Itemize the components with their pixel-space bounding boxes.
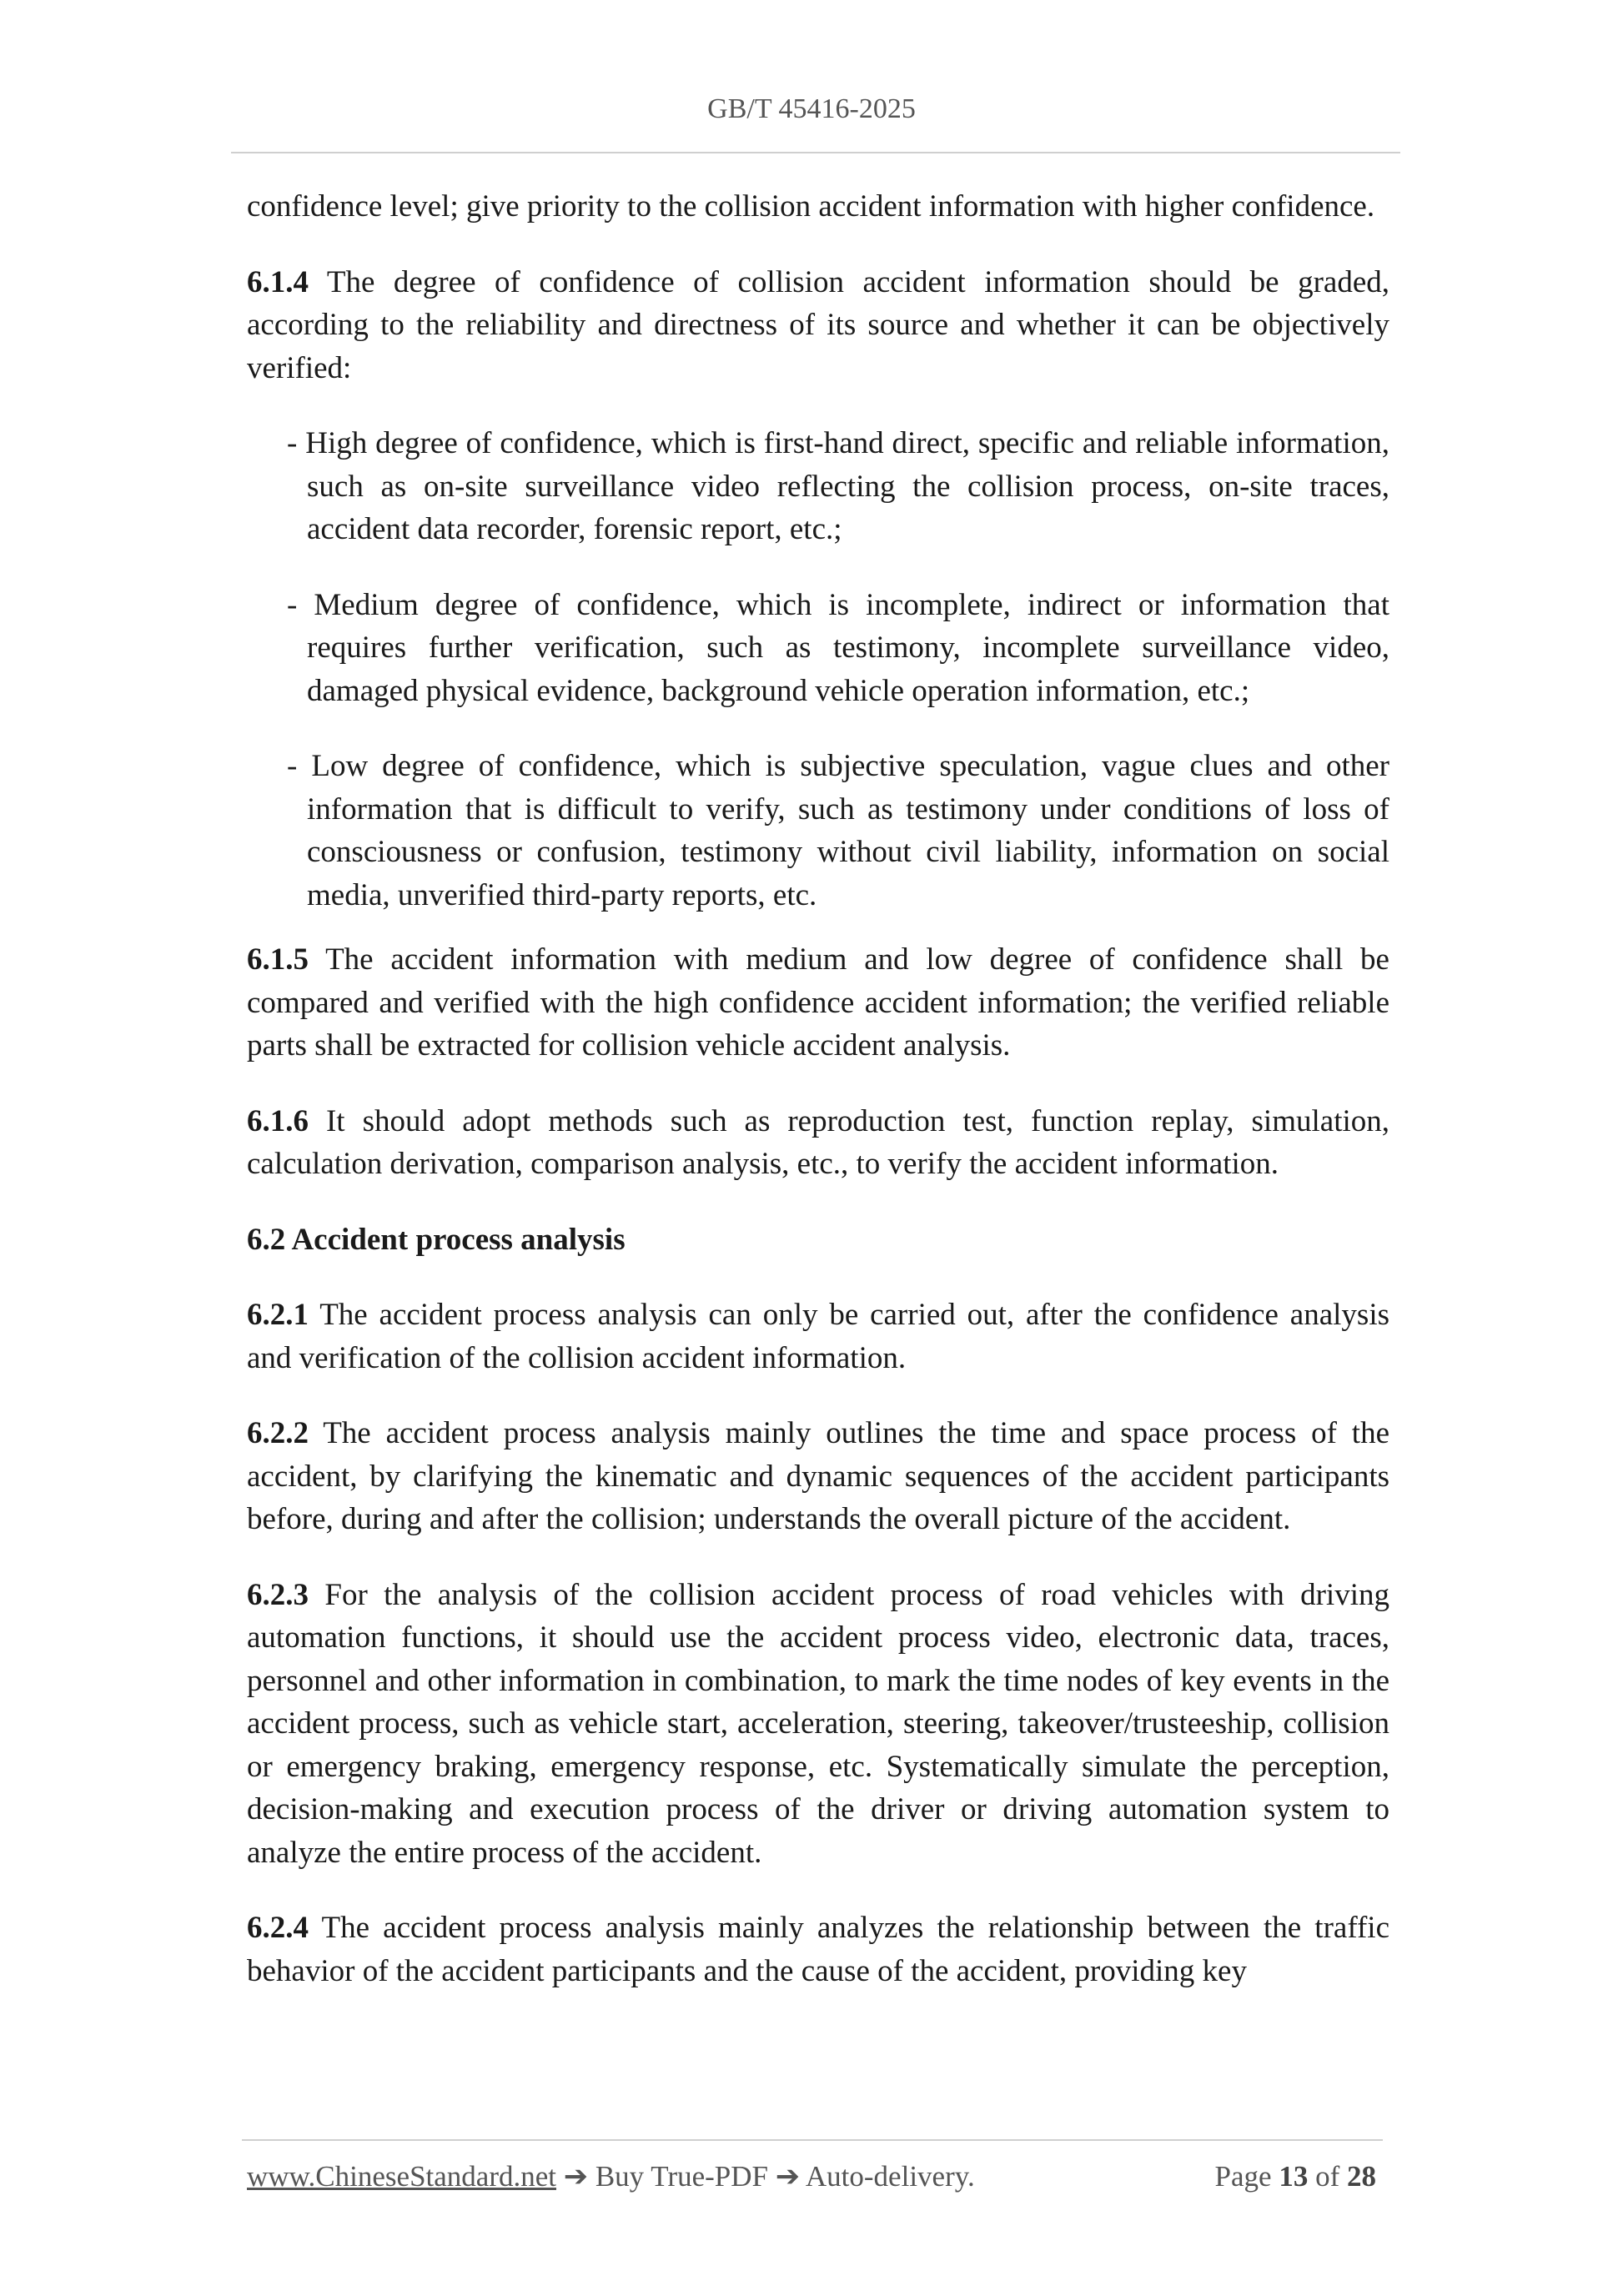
clause-text: It should adopt methods such as reproduction test, function replay, simulation, calculation derivation, comparison analysis, etc., to verify the accident information. [247, 1103, 1390, 1181]
document-body [247, 185, 1389, 2025]
delivery-text: Auto-delivery. [805, 2160, 975, 2193]
page-footer [247, 2160, 1376, 2193]
page-indicator [1215, 2160, 1376, 2193]
page-number: 13 [1279, 2160, 1309, 2193]
clause-6-2-3 [247, 1574, 1389, 1875]
footer-divider [242, 2139, 1383, 2141]
clause-6-2-4 [247, 1907, 1389, 1992]
clause-text: For the analysis of the collision accident process of road vehicles with driving automation functions, it should use the accident process video, electronic data, traces, personnel and other information in combination, to mark the time nodes of key events in the accident process, such as vehicle start, acceleration, steering, takeover/trusteeship, collision or emergency braking, emergency response, etc. Systematically simulate the perception, decision-making and execution process of the driver or driving automation system to analyze the entire process of the accident. [247, 1577, 1389, 1870]
arrow-right-icon: ➔ [775, 2160, 801, 2193]
clause-text: The accident process analysis mainly analyzes the relationship between the traffic behavior of the accident participants and the cause of the accident, providing key [247, 1911, 1389, 1988]
clause-number: 6.1.5 [247, 942, 309, 977]
clause-6-1-5 [247, 938, 1389, 1068]
clause-6-1-4 [247, 261, 1389, 390]
header-divider [231, 152, 1400, 153]
arrow-right-icon: ➔ [563, 2160, 589, 2193]
clause-number: 6.2.1 [247, 1298, 309, 1332]
website-link[interactable]: www.ChineseStandard.net [247, 2160, 556, 2193]
page-label: Page [1214, 2160, 1272, 2193]
clause-number: 6.1.6 [247, 1103, 309, 1138]
clause-6-2-1 [247, 1294, 1389, 1379]
section-heading-6-2: 6.2 Accident process analysis [247, 1222, 626, 1257]
document-code-header: GB/T 45416-2025 [707, 93, 916, 124]
clause-6-1-6 [247, 1100, 1389, 1186]
clause-text: The accident process analysis mainly outlines the time and space process of the accident, by clarifying the kinematic and dynamic sequences of the accident participants before, during and after the collision; understands the overall picture of the accident. [247, 1416, 1389, 1536]
footer-left [247, 2160, 975, 2193]
clause-number: 6.1.4 [247, 264, 309, 299]
buy-text: Buy True-PDF [595, 2160, 768, 2193]
paragraph-text: confidence level; give priority to the collision accident information with higher confidence. [247, 189, 1375, 224]
page-total: 28 [1347, 2160, 1376, 2193]
clause-number: 6.2.4 [247, 1911, 309, 1945]
clause-number: 6.2.3 [247, 1577, 309, 1612]
clause-text: The accident process analysis can only be carried out, after the confidence analysis and verification of the collision accident information. [247, 1298, 1389, 1375]
bullet-medium-confidence: - Medium degree of confidence, which is incomplete, indirect or information that requires further verification, such as testimony, incomplete surveillance video, damaged physical evidence, background vehicle operation information, etc.; [287, 587, 1389, 708]
bullet-high-confidence: - High degree of confidence, which is first-hand direct, specific and reliable information, such as on-site surveillance video reflecting the collision process, on-site traces, accident data recorder, forensic report, etc.; [287, 426, 1389, 546]
clause-text: The degree of confidence of collision accident information should be graded, according to the reliability and directness of its source and whether it can be objectively verified: [247, 264, 1389, 385]
clause-6-2-2 [247, 1412, 1389, 1541]
bullet-low-confidence: - Low degree of confidence, which is subjective speculation, vague clues and other information that is difficult to verify, such as testimony under conditions of loss of consciousness or confusion, testimony without civil liability, information on social media, unverified third-party reports, etc. [287, 749, 1389, 912]
clause-text: The accident information with medium and low degree of confidence shall be compared and verified with the high confidence accident information; the verified reliable parts shall be extracted for collision vehicle accident analysis. [247, 942, 1389, 1063]
of-label: of [1315, 2160, 1340, 2193]
paragraph-continuation [247, 185, 1389, 229]
clause-number: 6.2.2 [247, 1416, 309, 1450]
